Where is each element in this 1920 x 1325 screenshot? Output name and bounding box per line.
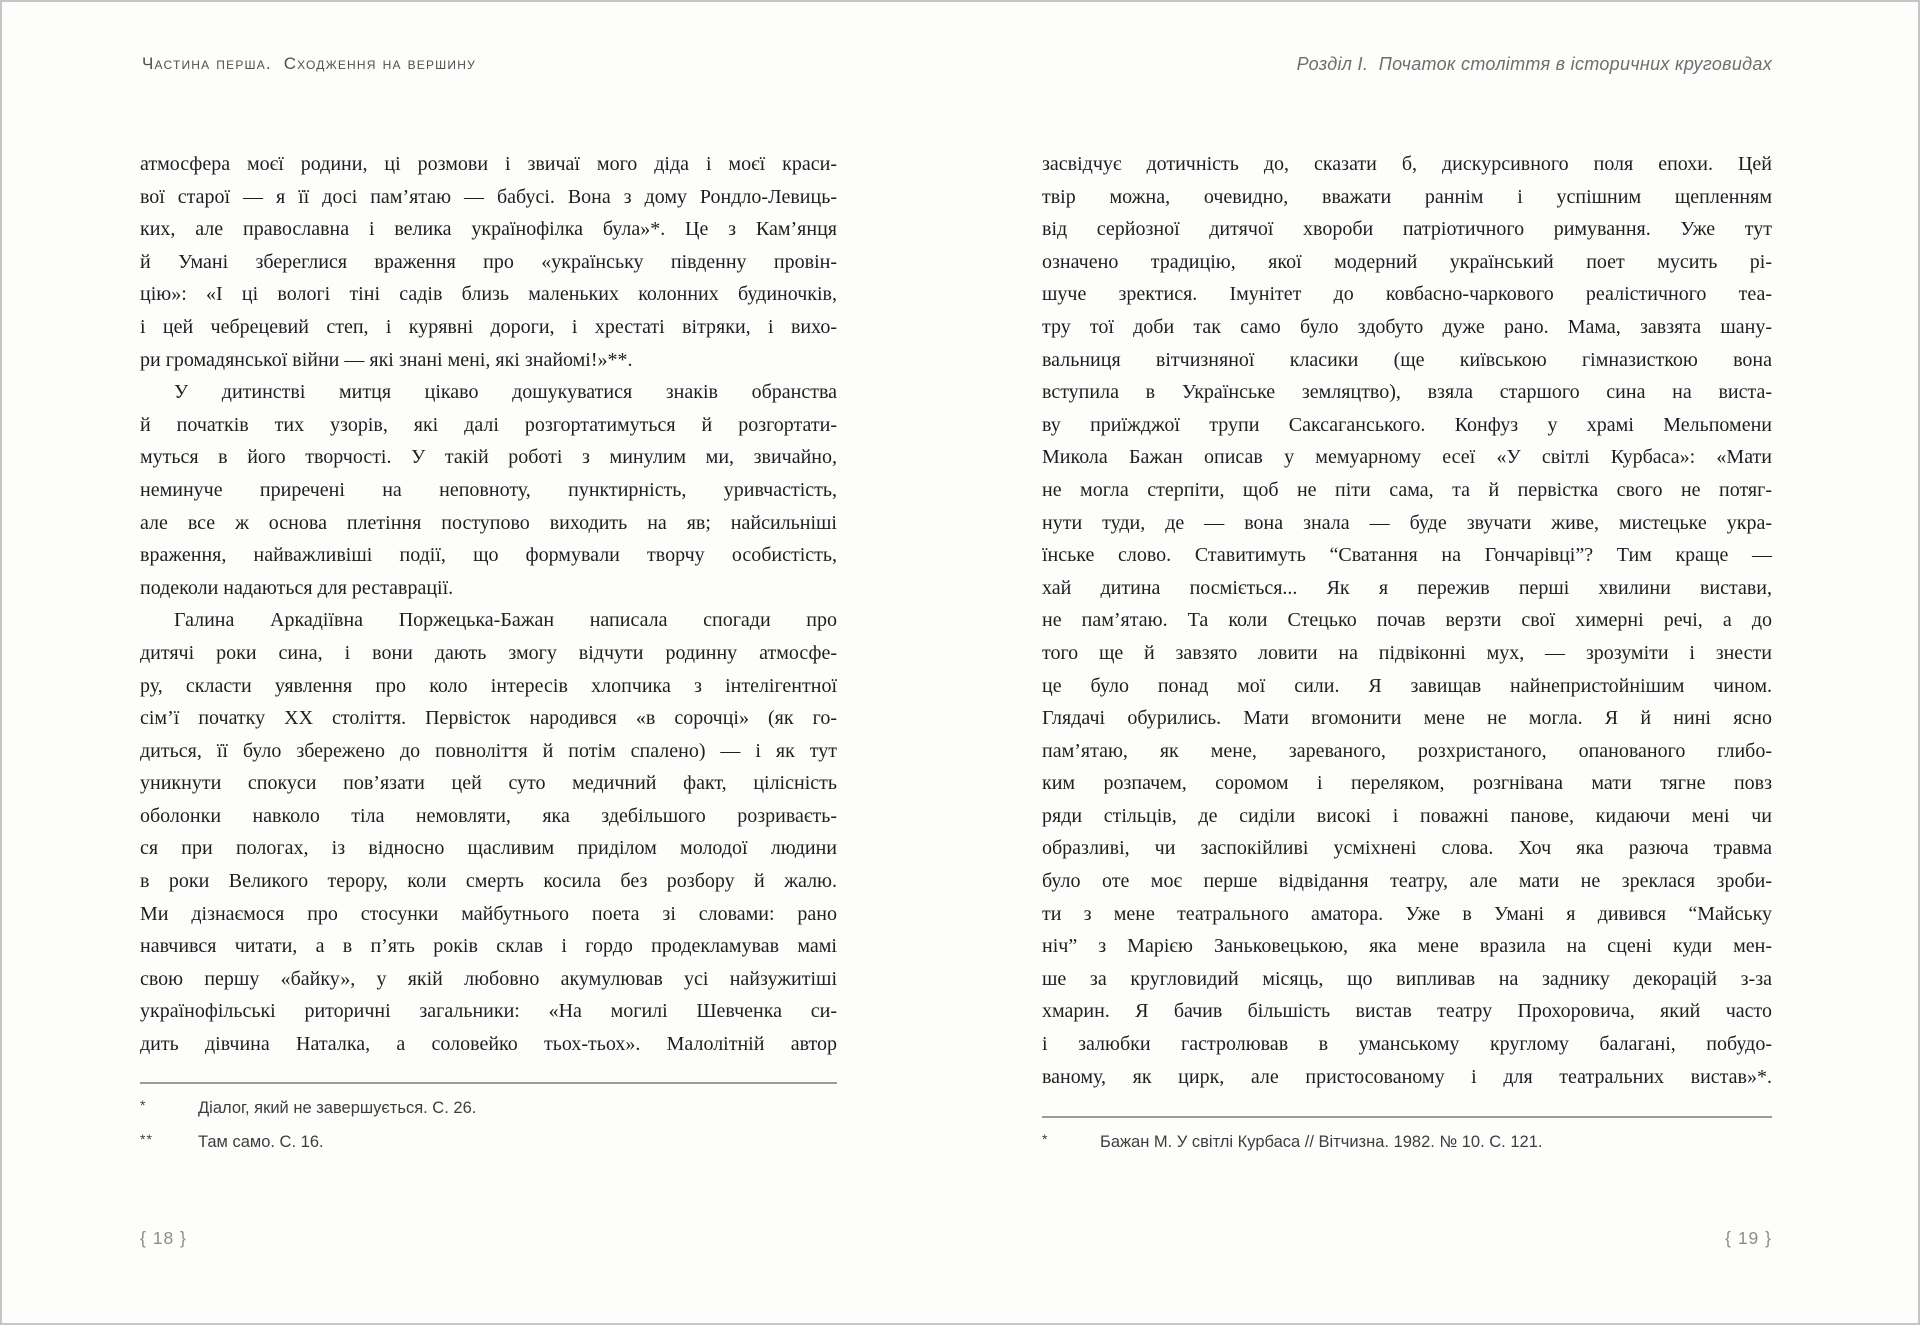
- text-line: неминуче приречені на неповноту, пунктирність, уривчастість,: [140, 478, 837, 501]
- footnote: [140, 1132, 837, 1153]
- text-line: засвідчує дотичність до, сказати б, дискурсивного поля епохи. Цей: [1042, 153, 1772, 175]
- text-line: муться в його творчості. У такій роботі з минулим ми, звичайно,: [140, 446, 837, 469]
- text-line: пам’ятаю, як мене, зареваного, розхристаного, опанованого глибо-: [1042, 739, 1772, 762]
- text-line: тру тої доби так само було здобуто дуже рано. Мама, завзята шану-: [1042, 315, 1772, 338]
- text-line: цію»: «І ці вологі тіні садів близь маленьких колонних будиночків,: [140, 283, 837, 306]
- footnote-marker: *: [140, 1097, 147, 1113]
- right-page-number: { 19 }: [1725, 1228, 1772, 1248]
- footnote-marker: *: [1042, 1131, 1049, 1147]
- left-footnote-divider: [140, 1082, 837, 1084]
- left-running-head: Частина перша. Сходження на вершину: [142, 54, 476, 73]
- text-line: навчився читати, а в п’ять років склав і гордо продекламував мамі: [140, 935, 837, 958]
- text-line: означено традицію, якої модерний український поет мусить рі-: [1042, 250, 1772, 273]
- footnote-text: Там само. С. 16.: [198, 1133, 324, 1151]
- text-line: їнське слово. Ставитимуть “Сватання на Гончарівці”? Тим краще —: [1042, 544, 1772, 567]
- text-line: уникнути спокуси пов’язати цей суто медичний факт, цілісність: [140, 772, 837, 795]
- text-line: дить дівчина Наталка, а соловейко тьох-тьох». Малолітній автор: [140, 1033, 837, 1056]
- text-line: оболонки навколо тіла немовляти, яка здебільшого розриваєть-: [140, 804, 837, 827]
- text-line: українофільські риторичні загальники: «На могилі Шевченка си-: [140, 1000, 837, 1023]
- text-line: хай дитина посміється... Як я пережив перші хвилини вистави,: [1042, 576, 1772, 599]
- text-line: вальниця вітчизняної класики (ще київською гімназисткою вона: [1042, 348, 1772, 371]
- right-running-head: Розділ І. Початок століття в історичних круговидах: [1296, 54, 1772, 74]
- text-line: сім’ї початку ХХ століття. Первісток народився «в сорочці» (як го-: [140, 707, 837, 730]
- footnote: [140, 1098, 837, 1119]
- text-line: того ще й завзято ловити на підвіконні мух, — зрозуміти і знести: [1042, 641, 1772, 664]
- text-line: не могла стерпіти, щоб не піти сама, та й первістка свого не потяг-: [1042, 478, 1772, 501]
- text-line: і залюбки гастролював в уманському круглому балагані, побудо-: [1042, 1033, 1772, 1056]
- footnote-marker: **: [140, 1131, 153, 1147]
- text-line: це було понад мої сили. Я завищав найнепристойнішим чином.: [1042, 674, 1772, 697]
- text-line: свою першу «байку», у якій любовно акумулював усі найзужитіші: [140, 967, 837, 990]
- text-line: ри громадянської війни — які знані мені, які знайомі!»**.: [140, 348, 633, 371]
- text-line: й Умані збереглися враження про «українську південну провін-: [140, 250, 837, 273]
- text-line: диться, її було збережено до повноліття й потім спалено) — і як тут: [140, 739, 837, 762]
- text-line: твір можна, очевидно, вважати раннім і успішним щепленням: [1042, 185, 1772, 208]
- left-page-number: { 18 }: [140, 1228, 187, 1248]
- left-page-body: [140, 148, 837, 1061]
- right-page-body: [1042, 148, 1772, 1093]
- right-footnote-divider: [1042, 1116, 1772, 1118]
- text-line: від серйозної дитячої хвороби патріотичного римування. Уже тут: [1042, 218, 1772, 241]
- text-line: враження, найважливіші події, що формували творчу особистість,: [140, 544, 837, 567]
- text-line: вої старої — я її досі пам’ятаю — бабусі. Вона з дому Рондло-Левиць-: [140, 185, 837, 208]
- text-line: подеколи надаються для реставрації.: [140, 576, 454, 599]
- footnote-text: Бажан М. У світлі Курбаса // Вітчизна. 1982. № 10. С. 121.: [1100, 1133, 1543, 1151]
- text-line: але все ж основа плетіння поступово виходить на яв; найсильніші: [140, 511, 837, 534]
- text-line: ких, але православна і велика українофілка була»*. Це з Кам’янця: [140, 218, 837, 241]
- text-line: дитячі роки сина, і вони дають змогу відчути родинну атмосфе-: [140, 641, 837, 664]
- text-line: Микола Бажан описав у мемуарному есеї «У світлі Курбаса»: «Мати: [1042, 446, 1772, 469]
- text-line: і цей чебрецевий степ, і курявні дороги, і хрестаті вітряки, і вихо-: [140, 315, 837, 338]
- text-line: шуче зректися. Імунітет до ковбасно-чаркового реалістичного теа-: [1042, 283, 1772, 306]
- text-line: в роки Великого терору, коли смерть косила без розбору й жалю.: [140, 870, 837, 893]
- text-line: ніч” з Марією Заньковецькою, яка мене вразила на сцені куди мен-: [1042, 935, 1772, 958]
- text-line: ву приїжджої трупи Саксаганського. Конфуз у храмі Мельпомени: [1042, 413, 1772, 436]
- text-line: нути туди, де — вона знала — буде звучати живе, мистецьке укра-: [1042, 511, 1772, 534]
- text-line: хмарин. Я бачив більшість вистав театру Прохоровича, який часто: [1042, 1000, 1772, 1023]
- text-line: й початків тих узорів, які далі розгортатимуться й розгортати-: [140, 413, 837, 436]
- text-line: ру, скласти уявлення про коло інтересів хлопчика з інтелігентної: [140, 674, 837, 697]
- text-line: не пам’ятаю. Та коли Стецько почав верзти свої химерні речі, а до: [1042, 609, 1772, 632]
- text-line: вступила в Українське земляцтво), взяла старшого сина на виста-: [1042, 381, 1772, 404]
- text-line: Галина Аркадіївна Поржецька-Бажан написала спогади про: [174, 609, 837, 632]
- footnote-text: Діалог, який не завершується. С. 26.: [198, 1099, 477, 1117]
- text-line: Ми дізнаємося про стосунки майбутнього поета зі словами: рано: [140, 902, 837, 925]
- text-line: ся при пологах, із відносно щасливим приділом молодої людини: [140, 837, 837, 860]
- text-line: атмосфера моєї родини, ці розмови і звичаї мого діда і моєї краси-: [140, 153, 837, 175]
- text-line: ким розпачем, соромом і переляком, розгнівана мати тягне повз: [1042, 772, 1772, 795]
- right-footnotes: [1042, 1132, 1772, 1166]
- text-line: У дитинстві митця цікаво дошукуватися знаків обранства: [174, 381, 837, 404]
- text-line: ваному, як цирк, але пристосованому і для театральних вистав»*.: [1042, 1065, 1772, 1088]
- text-line: образливі, чи заспокійливі усміхнені слова. Хоч яка разюча травма: [1042, 837, 1772, 860]
- left-footnotes: [140, 1098, 837, 1166]
- text-line: ряди стільців, де сиділи високі і поважні панове, кидаючи мені чи: [1042, 804, 1772, 827]
- text-line: ти з мене театрального аматора. Уже в Умані я дивився “Майську: [1042, 902, 1772, 925]
- text-line: Глядачі обурились. Мати вгомонити мене не могла. Я й нині ясно: [1042, 707, 1772, 730]
- footnote: [1042, 1132, 1772, 1153]
- text-line: ше за кругловидий місяць, що випливав на заднику декорацій з-за: [1042, 967, 1772, 990]
- text-line: було оте моє перше відвідання театру, але мати не зреклася зроби-: [1042, 870, 1772, 893]
